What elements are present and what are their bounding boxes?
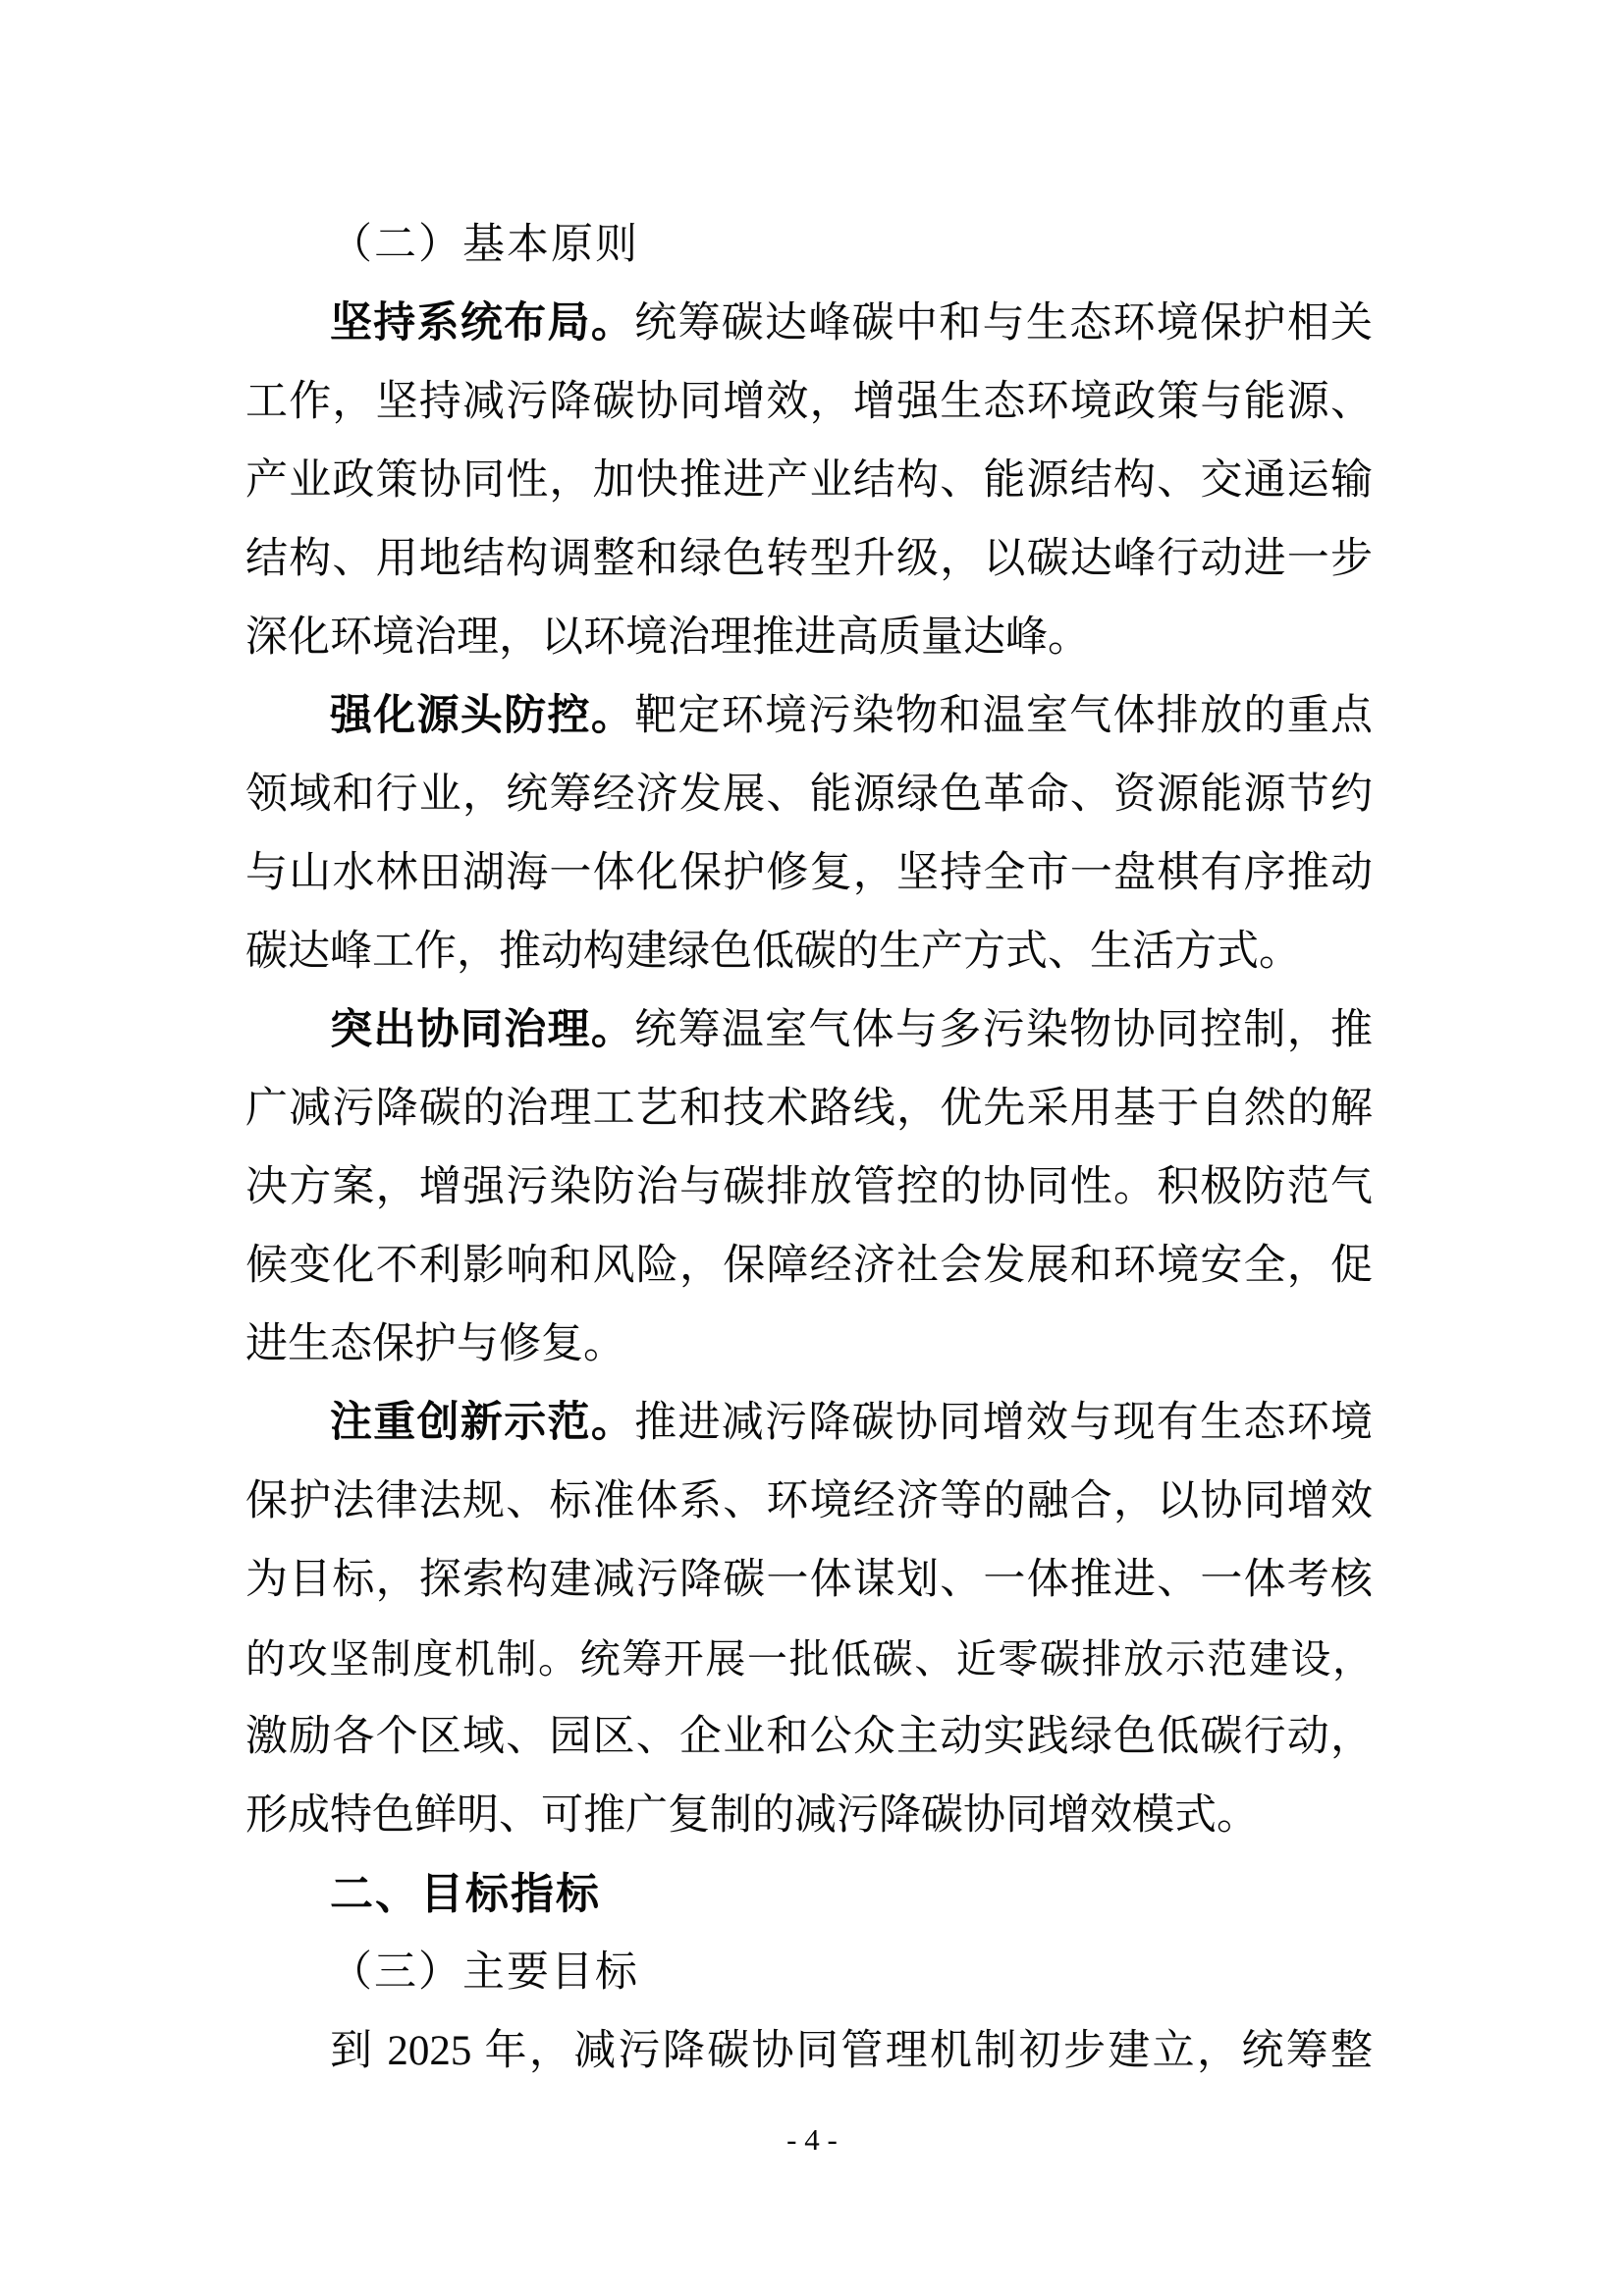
text-line xyxy=(245,1855,1373,1934)
text-line xyxy=(245,1463,1373,1541)
text-line xyxy=(245,442,1373,520)
text-segment: 广减污降碳的治理工艺和技术路线，优先采用基于自然的解 xyxy=(245,1086,1373,1132)
text-block xyxy=(245,206,1373,2091)
text-line xyxy=(245,285,1373,363)
text-segment: 的攻坚制度机制。统筹开展一批低碳、近零碳排放示范建设， xyxy=(245,1636,1373,1682)
text-segment-bold: 坚持系统布局。 xyxy=(330,300,635,347)
text-line xyxy=(245,991,1373,1070)
text-line xyxy=(245,1384,1373,1463)
text-segment: 碳达峰工作，推动构建绿色低碳的生产方式、生活方式。 xyxy=(245,929,1301,975)
text-segment: 工作，坚持减污降碳协同增效，增强生态环境政策与能源、 xyxy=(245,379,1373,425)
text-segment: 到 2025 年，减污降碳协同管理机制初步建立，统筹整 xyxy=(330,2028,1373,2074)
text-segment: 统筹碳达峰碳中和与生态环境保护相关 xyxy=(634,300,1374,347)
text-line xyxy=(245,1227,1373,1306)
text-line xyxy=(245,1070,1373,1148)
text-line xyxy=(245,1620,1373,1698)
text-line xyxy=(245,1148,1373,1227)
text-line xyxy=(245,1306,1373,1384)
text-segment: 统筹温室气体与多污染物协同控制，推 xyxy=(634,1007,1374,1053)
text-segment: 形成特色鲜明、可推广复制的减污降碳协同增效模式。 xyxy=(245,1792,1259,1839)
text-line xyxy=(245,1934,1373,2012)
text-segment: 结构、用地结构调整和绿色转型升级，以碳达峰行动进一步 xyxy=(245,536,1373,582)
text-line xyxy=(245,756,1373,834)
page-number: - 4 - xyxy=(786,2122,838,2157)
text-segment: 推进减污降碳协同增效与现有生态环境 xyxy=(634,1400,1374,1446)
text-segment: 激励各个区域、园区、企业和公众主动实践绿色低碳行动， xyxy=(245,1714,1373,1760)
text-segment: 候变化不利影响和风险，保障经济社会发展和环境安全，促 xyxy=(245,1243,1373,1289)
text-segment: 产业政策协同性，加快推进产业结构、能源结构、交通运输 xyxy=(245,457,1373,504)
text-segment: 决方案，增强污染防治与碳排放管控的协同性。积极防范气 xyxy=(245,1164,1373,1210)
text-line xyxy=(245,913,1373,991)
text-segment: 深化环境治理，以环境治理推进高质量达峰。 xyxy=(245,614,1090,661)
text-segment: 进生态保护与修复。 xyxy=(245,1321,625,1367)
text-segment: （三）主要目标 xyxy=(330,1949,639,1996)
text-segment: 为目标，探索构建减污降碳一体谋划、一体推进、一体考核 xyxy=(245,1557,1373,1603)
text-line xyxy=(245,206,1373,285)
text-segment: （二）基本原则 xyxy=(330,222,639,268)
text-segment-bold: 二、目标指标 xyxy=(330,1870,601,1918)
text-line xyxy=(245,1698,1373,1777)
text-segment: 领域和行业，统筹经济发展、能源绿色革命、资源能源节约 xyxy=(245,772,1373,818)
text-segment: 保护法律法规、标准体系、环境经济等的融合，以协同增效 xyxy=(245,1478,1373,1524)
text-segment-bold: 注重创新示范。 xyxy=(330,1400,635,1446)
text-line xyxy=(245,1541,1373,1620)
text-line xyxy=(245,677,1373,756)
text-segment-bold: 突出协同治理。 xyxy=(330,1007,635,1053)
text-line xyxy=(245,834,1373,913)
text-line xyxy=(245,2012,1373,2091)
text-line xyxy=(245,1777,1373,1855)
text-segment: 与山水林田湖海一体化保护修复，坚持全市一盘棋有序推动 xyxy=(245,850,1373,896)
text-line xyxy=(245,599,1373,677)
text-line xyxy=(245,520,1373,599)
text-segment-bold: 强化源头防控。 xyxy=(330,693,635,739)
text-segment: 靶定环境污染物和温室气体排放的重点 xyxy=(634,693,1374,739)
text-line xyxy=(245,363,1373,442)
